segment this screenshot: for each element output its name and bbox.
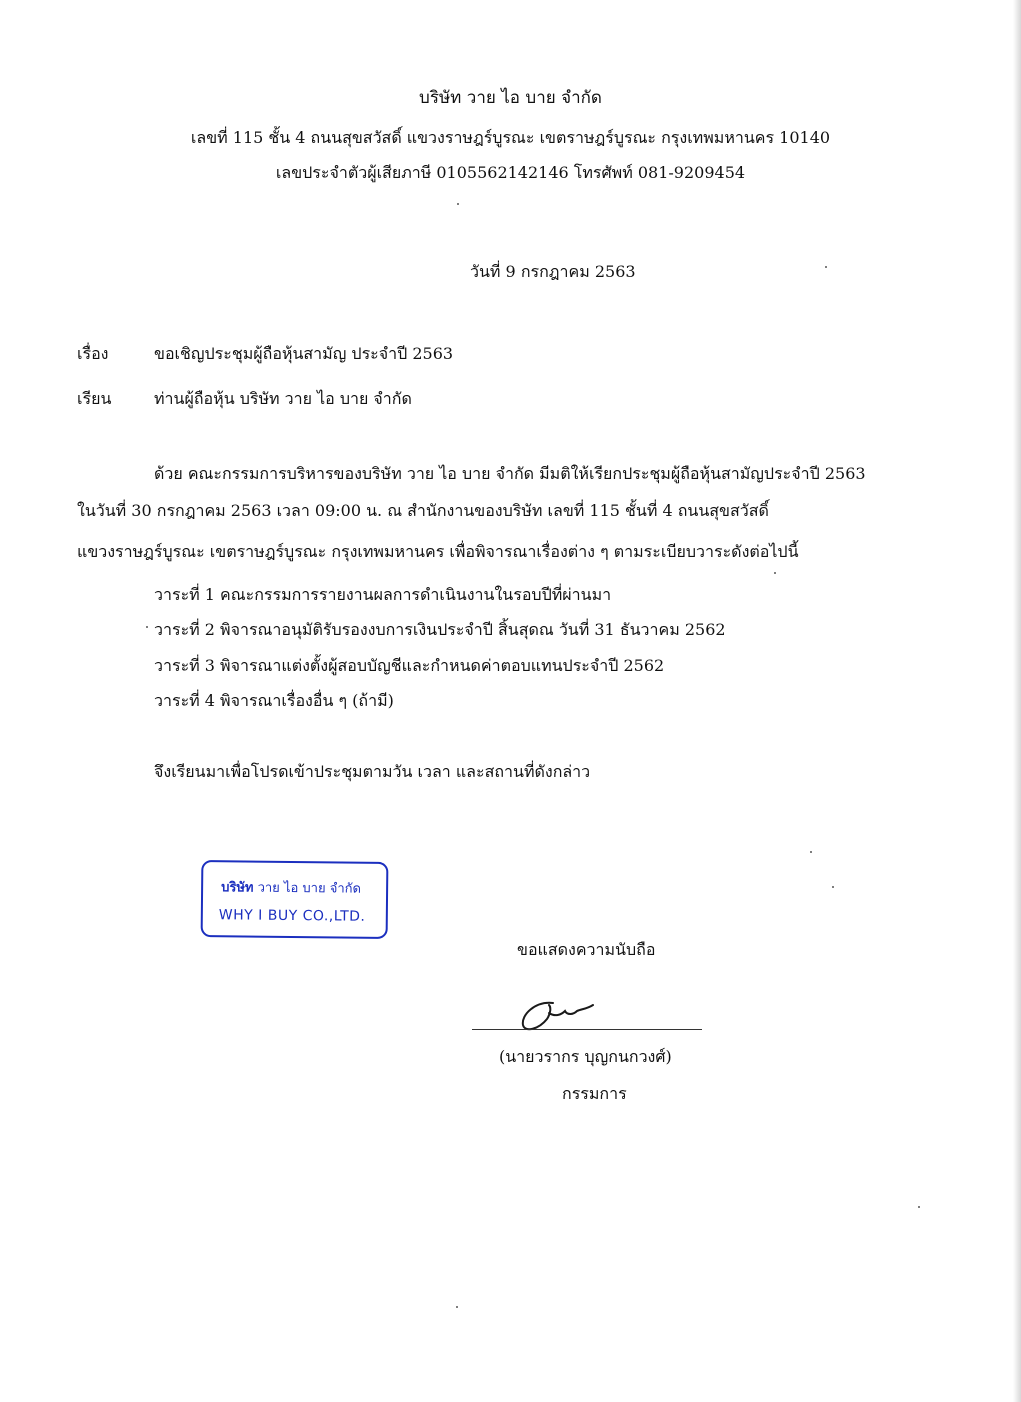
regards-text: ขอแสดงความนับถือ	[517, 940, 656, 959]
handwritten-signature	[515, 993, 615, 1038]
company-stamp	[201, 860, 389, 939]
recipient-label: เรียน	[77, 389, 112, 408]
agenda-item-2: วาระที่ 2 พิจารณาอนุมัติรับรองงบการเงินประจำปี สิ้นสุดณ วันที่ 31 ธันวาคม 2562	[154, 620, 726, 639]
stamp-thai-name	[221, 876, 361, 898]
stamp-thai-prefix: บริษัท	[221, 880, 254, 896]
agenda-item-1: วาระที่ 1 คณะกรรมการรายงานผลการดำเนินงานในรอบปีที่ผ่านมา	[154, 585, 612, 604]
scan-speck	[456, 1306, 458, 1308]
recipient-value: ท่านผู้ถือหุ้น บริษัท วาย ไอ บาย จำกัด	[154, 389, 412, 408]
stamp-english-name: WHY I BUY CO.,LTD.	[218, 907, 366, 925]
scan-speck	[832, 886, 834, 888]
body-paragraph-line-3: แขวงราษฎร์บูรณะ เขตราษฎร์บูรณะ กรุงเทพมหานคร เพื่อพิจารณาเรื่องต่าง ๆ ตามระเบียบวาระดังต่อไปนี้	[77, 542, 799, 561]
subject-label: เรื่อง	[77, 344, 109, 363]
agenda-item-4: วาระที่ 4 พิจารณาเรื่องอื่น ๆ (ถ้ามี)	[154, 691, 394, 710]
signature-line	[472, 1029, 702, 1030]
body-paragraph-line-2: ในวันที่ 30 กรกฎาคม 2563 เวลา 09:00 น. ณ สำนักงานของบริษัท เลขที่ 115 ชั้นที่ 4 ถนนสุขสวัสดิ์	[77, 501, 769, 520]
subject-value: ขอเชิญประชุมผู้ถือหุ้นสามัญ ประจำปี 2563	[154, 344, 454, 363]
scan-speck	[146, 626, 148, 628]
closing-sentence: จึงเรียนมาเพื่อโปรดเข้าประชุมตามวัน เวลา และสถานที่ดังกล่าว	[154, 762, 591, 781]
scan-speck	[774, 572, 776, 574]
scan-edge-shadow	[1013, 0, 1021, 1402]
body-paragraph-line-1: ด้วย คณะกรรมการบริหารของบริษัท วาย ไอ บาย จำกัด มีมติให้เรียกประชุมผู้ถือหุ้นสามัญประจำปี 2563	[154, 464, 866, 483]
scan-speck	[918, 1206, 920, 1208]
company-name: บริษัท วาย ไอ บาย จำกัด	[419, 88, 602, 108]
letter-date: วันที่ 9 กรกฎาคม 2563	[470, 262, 636, 281]
stamp-thai-rest: วาย ไอ บาย จำกัด	[253, 880, 362, 897]
signer-name: (นายวรากร บุญกนกวงศ์)	[499, 1047, 672, 1066]
company-address: เลขที่ 115 ชั้น 4 ถนนสุขสวัสดิ์ แขวงราษฎร์บูรณะ เขตราษฎร์บูรณะ กรุงเทพมหานคร 10140	[190, 128, 831, 147]
scan-speck	[825, 266, 827, 268]
scan-speck	[810, 851, 812, 853]
company-tax-phone: เลขประจำตัวผู้เสียภาษี 0105562142146 โทรศัพท์ 081-9209454	[275, 163, 746, 182]
signer-title: กรรมการ	[562, 1084, 627, 1103]
scan-speck	[457, 203, 459, 205]
agenda-item-3: วาระที่ 3 พิจารณาแต่งตั้งผู้สอบบัญชีและกำหนดค่าตอบแทนประจำปี 2562	[154, 656, 665, 675]
